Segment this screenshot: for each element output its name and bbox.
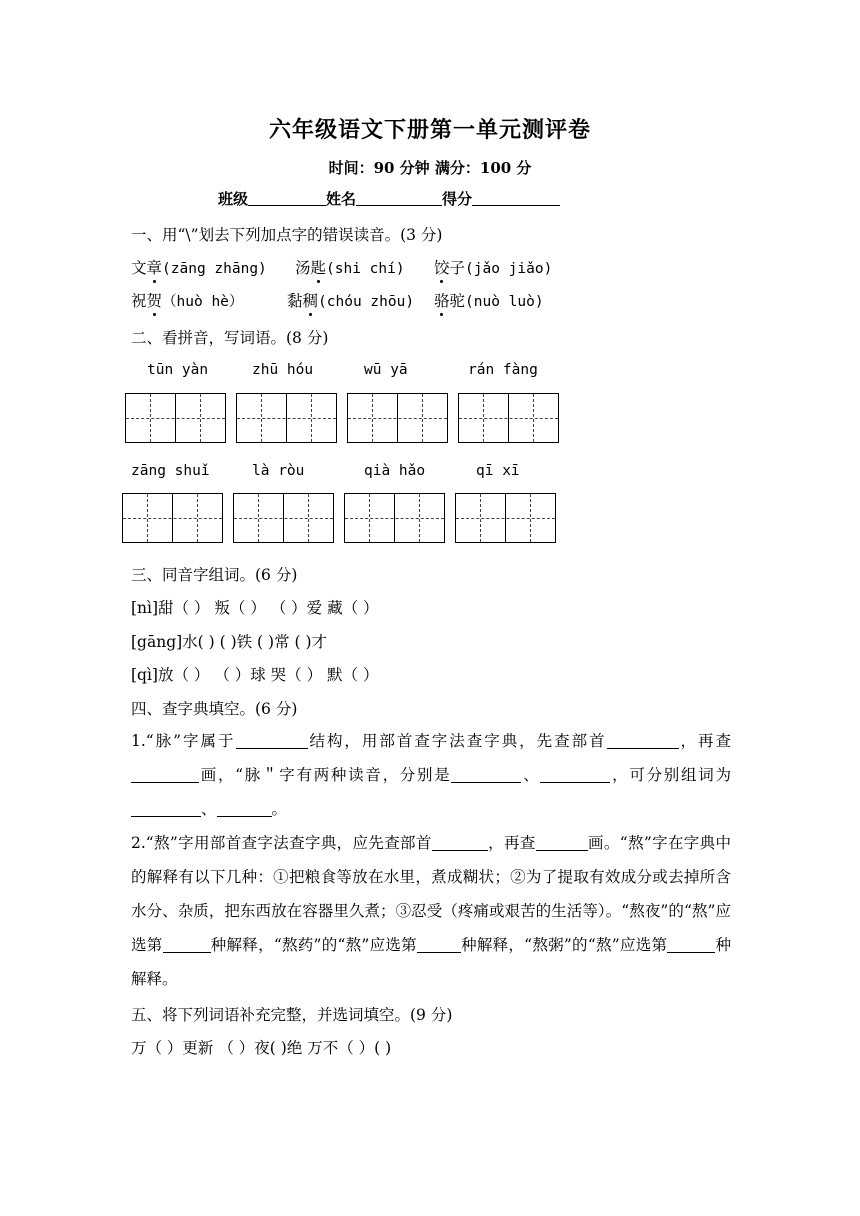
pron-item: 汤匙(shi chí): [295, 259, 405, 277]
pinyin-prompt: qià hǎo: [364, 463, 426, 479]
pinyin-prompt: zāng shuǐ: [131, 463, 210, 479]
class-blank[interactable]: [248, 189, 326, 206]
pinyin-prompt: rán fàng: [468, 362, 538, 378]
homophone-line[interactable]: [nì]甜（ ） 叛（ ） （ ）爱 藏（ ）: [131, 599, 379, 617]
answer-blank[interactable]: [451, 764, 521, 783]
answer-blank[interactable]: [163, 934, 211, 953]
section2-heading: 二、看拼音，写词语。(8 分): [131, 329, 329, 347]
writing-grid[interactable]: [125, 393, 226, 443]
pinyin-prompt: qī xī: [476, 463, 520, 479]
pinyin-prompt: zhū hóu: [252, 362, 314, 378]
answer-blank[interactable]: [217, 798, 272, 817]
pron-item: 骆驼(nuò luò): [434, 292, 544, 310]
score-blank[interactable]: [472, 189, 560, 206]
section3-heading: 三、同音字组词。(6 分): [131, 566, 298, 584]
pinyin-prompt: wū yā: [364, 362, 408, 378]
writing-grid[interactable]: [122, 493, 223, 543]
name-label: 姓名: [326, 190, 357, 208]
student-info: [218, 188, 560, 209]
page-title: 六年级语文下册第一单元测评卷: [268, 117, 591, 143]
homophone-line[interactable]: [gāng]水( ) ( )铁 ( )常 ( )才: [131, 633, 328, 651]
writing-grid[interactable]: [455, 493, 556, 543]
answer-blank[interactable]: [236, 730, 308, 749]
answer-blank[interactable]: [540, 764, 610, 783]
answer-blank[interactable]: [432, 832, 488, 851]
answer-blank[interactable]: [417, 934, 461, 953]
writing-grid[interactable]: [347, 393, 448, 443]
question-4-1: 1.“脉”字属于 结构，用部首查字法查字典，先查部首 ，再查画，“脉＂字有两种读音，分别是 、 ，可分别组词为、 。: [131, 732, 731, 818]
pron-item: 文章(zāng zhāng): [131, 259, 267, 277]
pinyin-prompt: là ròu: [252, 463, 305, 479]
pron-item: 黏稠(chóu zhōu): [287, 292, 415, 310]
answer-blank[interactable]: [607, 730, 679, 749]
answer-blank[interactable]: [131, 798, 201, 817]
pinyin-prompt: tūn yàn: [147, 362, 209, 378]
question-4-2: 2.“熬”字用部首查字法查字典，应先查部首 ，再查 画。“熬”字在字典中的解释有以下几种：①把粮食等放在水里，煮成糊状；②为了提取有效成分或去掉所含水分、杂质，把东西放在容器里久煮；③忍受（疼痛或艰苦的生活等）。“熬夜”的“熬”应选第 种解释，“熬药”的“熬”应选第 种解释，“熬粥”的“熬”应选第 种解释。: [131, 834, 732, 988]
writing-grid[interactable]: [233, 493, 334, 543]
section4-heading: 四、查字典填空。(6 分): [131, 700, 298, 718]
class-label: 班级: [218, 190, 249, 208]
section5-heading: 五、将下列词语补充完整，并选词填空。(9 分): [131, 1006, 453, 1024]
writing-grid[interactable]: [344, 493, 445, 543]
writing-grid[interactable]: [458, 393, 559, 443]
pron-item: 饺子(jǎo jiǎo): [434, 259, 553, 277]
homophone-line[interactable]: [qì]放（ ） （ ）球 哭（ ） 默（ ）: [131, 666, 379, 684]
pron-item: 祝贺（huò hè）: [131, 292, 244, 310]
exam-time-score: 时间：90 分钟 满分：100 分: [328, 159, 532, 177]
name-blank[interactable]: [356, 189, 442, 206]
answer-blank[interactable]: [131, 764, 199, 783]
answer-blank[interactable]: [667, 934, 715, 953]
answer-blank[interactable]: [536, 832, 588, 851]
idiom-line[interactable]: 万（ ）更新 （ ）夜( )绝 万不（ ）( ): [131, 1039, 392, 1057]
section1-heading: 一、用“\”划去下列加点字的错误读音。(3 分): [131, 226, 443, 244]
writing-grid[interactable]: [236, 393, 337, 443]
score-label: 得分: [442, 190, 473, 208]
